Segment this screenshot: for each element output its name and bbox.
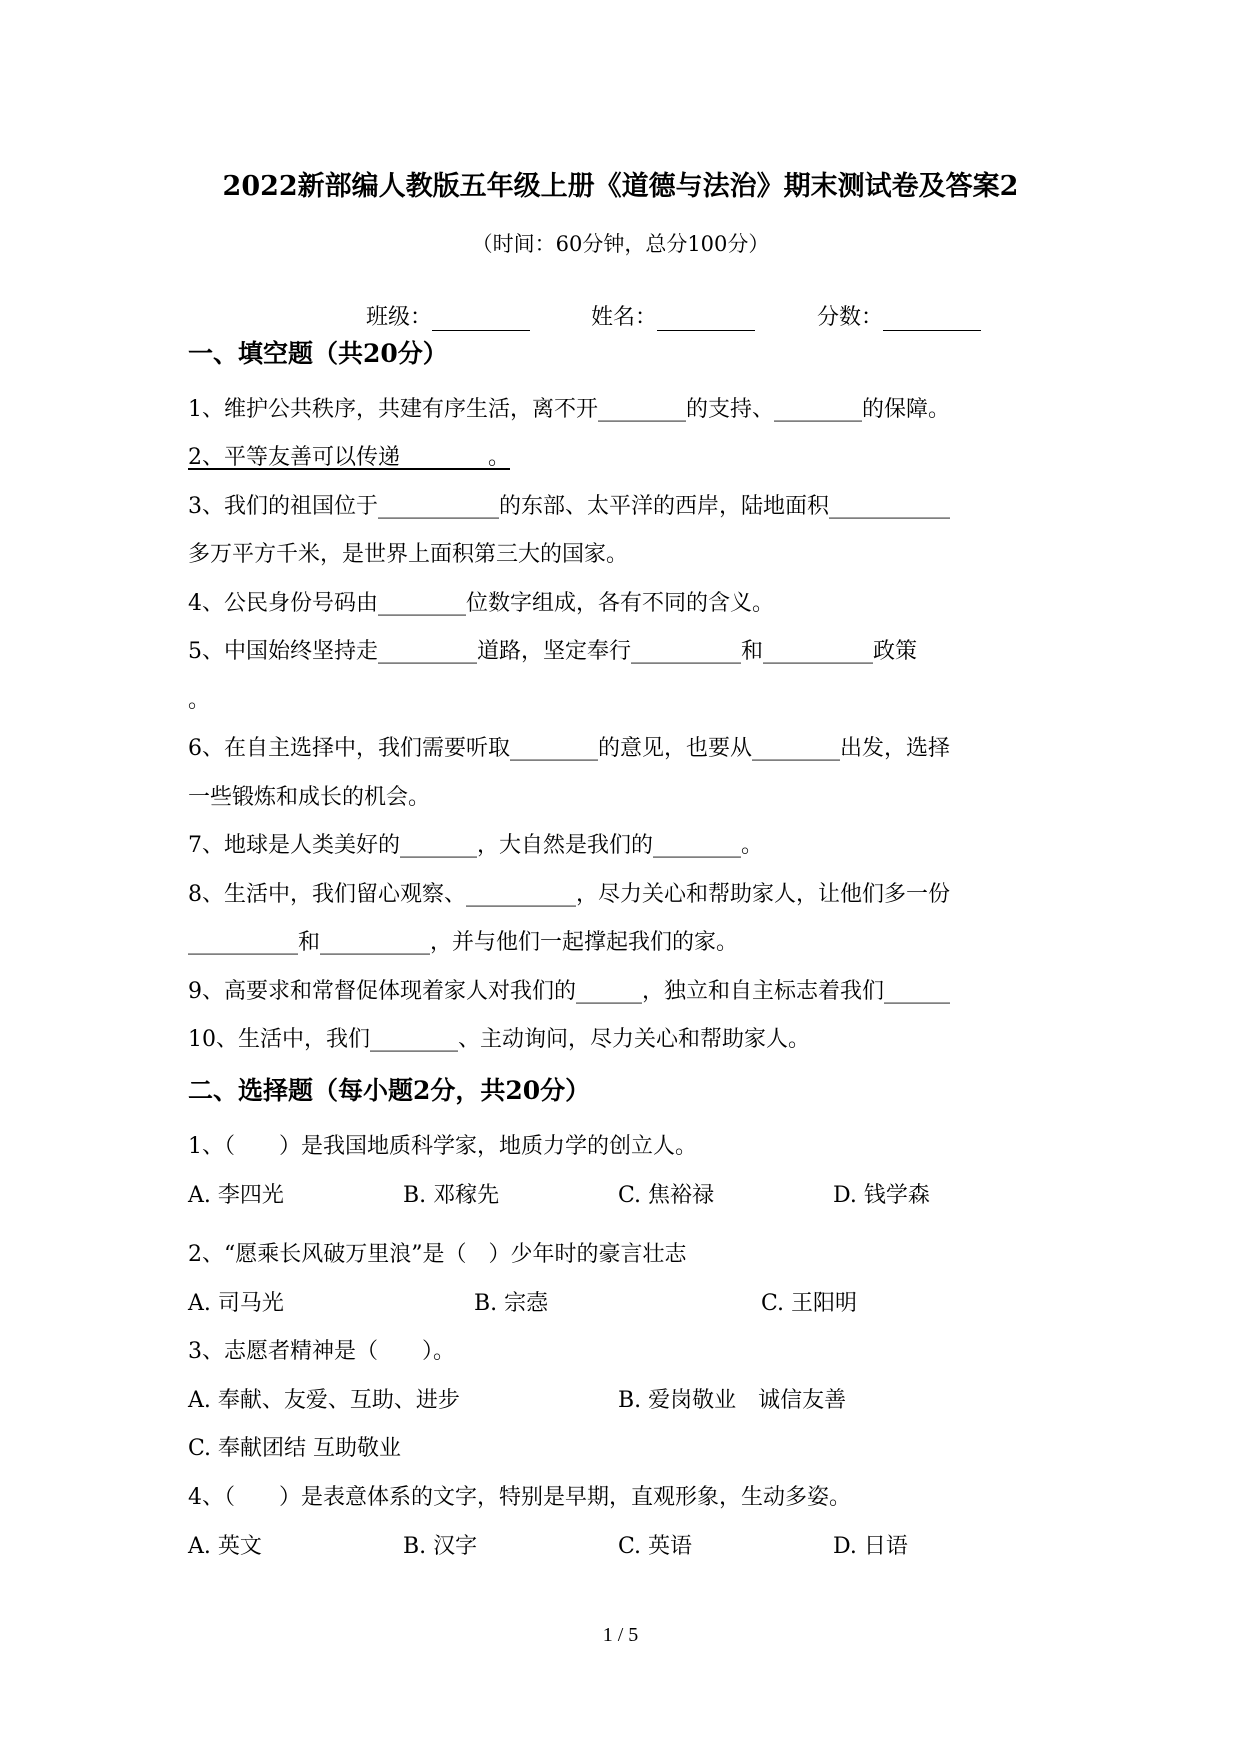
fill-question-7: 7、地球是人类美好的_______，大自然是我们的________。 — [188, 833, 763, 858]
choice-q3-option-a: A. 奉献、友爱、互助、进步 — [188, 1388, 460, 1413]
choice-q4-option-c: C. 英语 — [618, 1534, 693, 1559]
choice-question-1: 1、（ ）是我国地质科学家，地质力学的创立人。 — [188, 1134, 697, 1159]
score-field — [789, 275, 981, 356]
fill-question-3-cont: 多万平方千米，是世界上面积第三大的国家。 — [188, 542, 629, 567]
section-1-heading: 一、填空题（共20分） — [188, 339, 448, 368]
choice-q1-option-c: C. 焦裕禄 — [618, 1183, 715, 1208]
class-blank — [432, 308, 530, 331]
fill-question-2: 2、平等友善可以传递________。 — [188, 445, 510, 470]
choice-q4-option-a: A. 英文 — [188, 1534, 262, 1559]
choice-q1-option-b: B. 邓稼先 — [403, 1183, 500, 1208]
choice-question-2: 2、“愿乘长风破万里浪”是（ ）少年时的豪言壮志 — [188, 1242, 687, 1267]
choice-q2-option-b: B. 宗悫 — [474, 1291, 549, 1316]
fill-question-8-cont: __________和__________，并与他们一起撑起我们的家。 — [188, 930, 739, 955]
choice-q4-option-b: B. 汉字 — [403, 1534, 478, 1559]
choice-q2-option-a: A. 司马光 — [188, 1291, 284, 1316]
fill-question-8: 8、生活中，我们留心观察、__________，尽力关心和帮助家人，让他们多一份 — [188, 882, 950, 907]
name-blank — [657, 308, 755, 331]
score-label: 分数： — [816, 305, 883, 330]
class-label: 班级： — [365, 305, 432, 330]
name-field — [563, 275, 755, 356]
choice-q3-option-b: B. 爱岗敬业 诚信友善 — [618, 1388, 847, 1413]
fill-question-5: 5、中国始终坚持走_________道路，坚定奉行__________和__________政策 — [188, 639, 917, 664]
fill-question-9: 9、高要求和常督促体现着家人对我们的______，独立和自主标志着我们______ — [188, 979, 950, 1004]
page-number: 1 / 5 — [602, 1624, 639, 1646]
fill-question-10: 10、生活中，我们________、主动询问，尽力关心和帮助家人。 — [188, 1027, 810, 1052]
fill-question-6-cont: 一些锻炼和成长的机会。 — [188, 785, 431, 810]
fill-question-6: 6、在自主选择中，我们需要听取________的意见，也要从________出发，选择 — [188, 736, 950, 761]
choice-q1-option-d: D. 钱学森 — [833, 1183, 930, 1208]
score-blank — [883, 308, 981, 331]
choice-q2-option-c: C. 王阳明 — [761, 1291, 858, 1316]
choice-q3-option-c: C. 奉献团结 互助敬业 — [188, 1436, 402, 1461]
fill-question-5-cont: 。 — [188, 688, 211, 713]
choice-question-3: 3、志愿者精神是（ ）。 — [188, 1339, 455, 1364]
section-2-heading: 二、选择题（每小题2分，共20分） — [188, 1076, 591, 1105]
fill-question-1: 1、维护公共秩序，共建有序生活，离不开________的支持、________的保障。 — [188, 397, 950, 422]
fill-question-4: 4、公民身份号码由________位数字组成，各有不同的含义。 — [188, 591, 774, 616]
fill-question-3: 3、我们的祖国位于___________的东部、太平洋的西岸，陆地面积___________ — [188, 494, 950, 519]
choice-q1-option-a: A. 李四光 — [188, 1183, 284, 1208]
name-label: 姓名： — [590, 305, 657, 330]
choice-question-4: 4、（ ）是表意体系的文字，特别是早期，直观形象，生动多姿。 — [188, 1485, 851, 1510]
exam-time-note: （时间：60分钟，总分100分） — [471, 232, 770, 256]
choice-q4-option-d: D. 日语 — [833, 1534, 908, 1559]
document-title: 2022新部编人教版五年级上册《道德与法治》期末测试卷及答案2 — [222, 171, 1019, 202]
